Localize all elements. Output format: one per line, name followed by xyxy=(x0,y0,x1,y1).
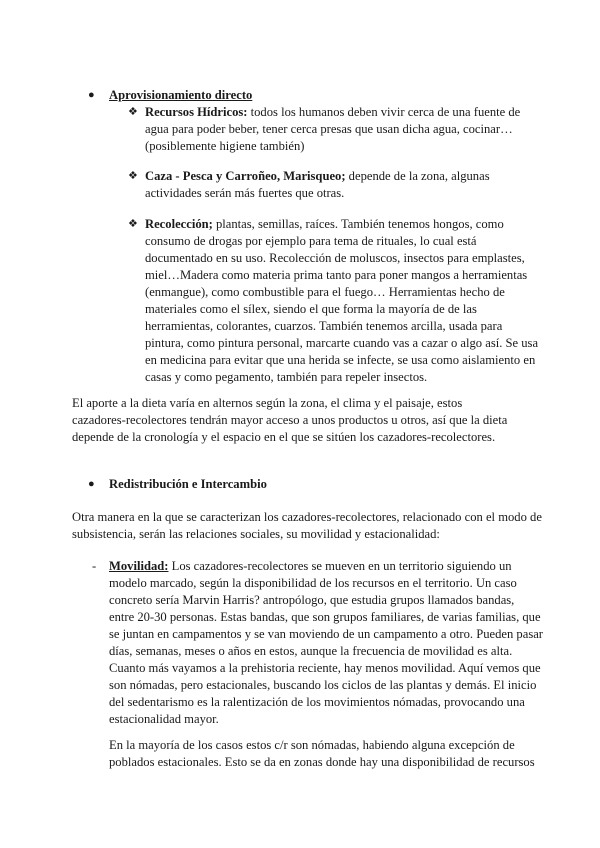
bullet-icon: ● xyxy=(88,478,95,490)
movilidad-text: Los cazadores-recolectores se mueven en un territorio siguiendo un xyxy=(168,559,512,573)
diamond-bullet-icon: ❖ xyxy=(128,170,138,182)
diamond-bullet-icon: ❖ xyxy=(128,218,138,230)
item-recoleccion-line-2: consumo de drogas por ejemplo para tema de rituales, lo cual está xyxy=(145,234,477,248)
item-recoleccion-text: plantas, semillas, raíces. También tenemos hongos, como xyxy=(212,217,504,231)
item-recoleccion-line-5: (enmangue), como combustible para el fuego… Herramientas hecho de xyxy=(145,285,505,299)
paragraph-dieta-line-3: depende de la cronología y el espacio en el que se sitúen los cazadores-recolectores. xyxy=(72,430,496,444)
item-recoleccion-label: Recolección; xyxy=(145,217,213,231)
item-caza-label: Caza - Pesca y Carroñeo, Marisqueo; xyxy=(145,169,346,183)
bullet-icon: ● xyxy=(88,89,95,101)
movilidad-line-4: entre 20-30 personas. Estas bandas, que son grupos familiares, de varias familias, que xyxy=(109,610,541,624)
item-recoleccion-line-10: casas y como pegamento, también para repeler insectos. xyxy=(145,370,428,384)
paragraph-dieta-line-1: El aporte a la dieta varía en alternos según la zona, el clima y el paisaje, estos xyxy=(72,396,463,410)
item-recoleccion-line-1 xyxy=(145,216,504,233)
intro-line-2: subsistencia, serán las relaciones sociales, su movilidad y estacionalidad: xyxy=(72,527,440,541)
item-recoleccion-line-6: materiales como el sílex, siendo el que forma la mayoría de de las xyxy=(145,302,477,316)
movilidad-line-2: modelo marcado, según la disponibilidad de los recursos en el territorio. Un caso xyxy=(109,576,517,590)
item-recursos-label: Recursos Hídricos: xyxy=(145,105,248,119)
item-recoleccion-line-8: pintura, como pintura personal, marcarte cuando vas a cazar o algo así. Se usa xyxy=(145,336,539,350)
movilidad-line-10: estacionalidad mayor. xyxy=(109,712,219,726)
movilidad-line-3: concreto sería Marvin Harris? antropólogo, que estudia grupos llamados bandas, xyxy=(109,593,515,607)
item-recoleccion-line-9: en medicina para evitar que una herida se infecte, se usa como aislamiento en xyxy=(145,353,536,367)
movilidad-line-7: Cuanto más vayamos a la prehistoria reciente, hay menos movilidad. Aquí vemos que xyxy=(109,661,541,675)
diamond-bullet-icon: ❖ xyxy=(128,106,138,118)
item-recursos-line-1 xyxy=(145,104,520,121)
movilidad-line-6: días, semanas, meses o años en estos, aunque la frecuencia de movilidad es alta. xyxy=(109,644,513,658)
item-recoleccion-line-4: miel…Madera como materia prima tanto para poner mangos a herramientas xyxy=(145,268,528,282)
item-recoleccion-line-7: herramientas, colorantes, cuarzos. También tenemos arcilla, usada para xyxy=(145,319,503,333)
movilidad-line-5: se juntan en campamentos y se van moviendo de un campamento a otro. Pueden pasar xyxy=(109,627,544,641)
section-heading-aprovisionamiento: Aprovisionamiento directo xyxy=(109,88,253,102)
item-recursos-line-3: (posiblemente higiene también) xyxy=(145,139,305,153)
movilidad-line-9: del sedentarismo es la ralentización de los movimientos nómadas, provocando una xyxy=(109,695,525,709)
nomadas-line-1: En la mayoría de los casos estos c/r son nómadas, habiendo alguna excepción de xyxy=(109,738,515,752)
movilidad-line-1 xyxy=(109,558,512,575)
item-caza-line-1 xyxy=(145,168,490,185)
paragraph-dieta-line-2: cazadores-recolectores tendrán mayor acceso a unos productos u otros, así que la dieta xyxy=(72,413,508,427)
nomadas-line-2: poblados estacionales. Esto se da en zonas donde hay una disponibilidad de recursos xyxy=(109,755,535,769)
movilidad-line-8: son nómadas, pero estacionales, buscando los ciclos de las plantas y demás. El inicio xyxy=(109,678,537,692)
item-recursos-line-2: agua para poder beber, tener cerca presas que usan dicha agua, cocinar… xyxy=(145,122,513,136)
movilidad-label: Movilidad: xyxy=(109,559,169,573)
dash-bullet-icon: - xyxy=(92,559,97,573)
item-caza-line-2: actividades serán más fuertes que otras. xyxy=(145,186,345,200)
section-heading-redistribucion: Redistribución e Intercambio xyxy=(109,477,267,491)
item-recursos-text: todos los humanos deben vivir cerca de una fuente de xyxy=(247,105,521,119)
intro-line-1: Otra manera en la que se caracterizan los cazadores-recolectores, relacionado con el modo de xyxy=(72,510,542,524)
item-recoleccion-line-3: documentado en su uso. Recolección de moluscos, insectos para emplastes, xyxy=(145,251,525,265)
item-caza-text: depende de la zona, algunas xyxy=(345,169,490,183)
